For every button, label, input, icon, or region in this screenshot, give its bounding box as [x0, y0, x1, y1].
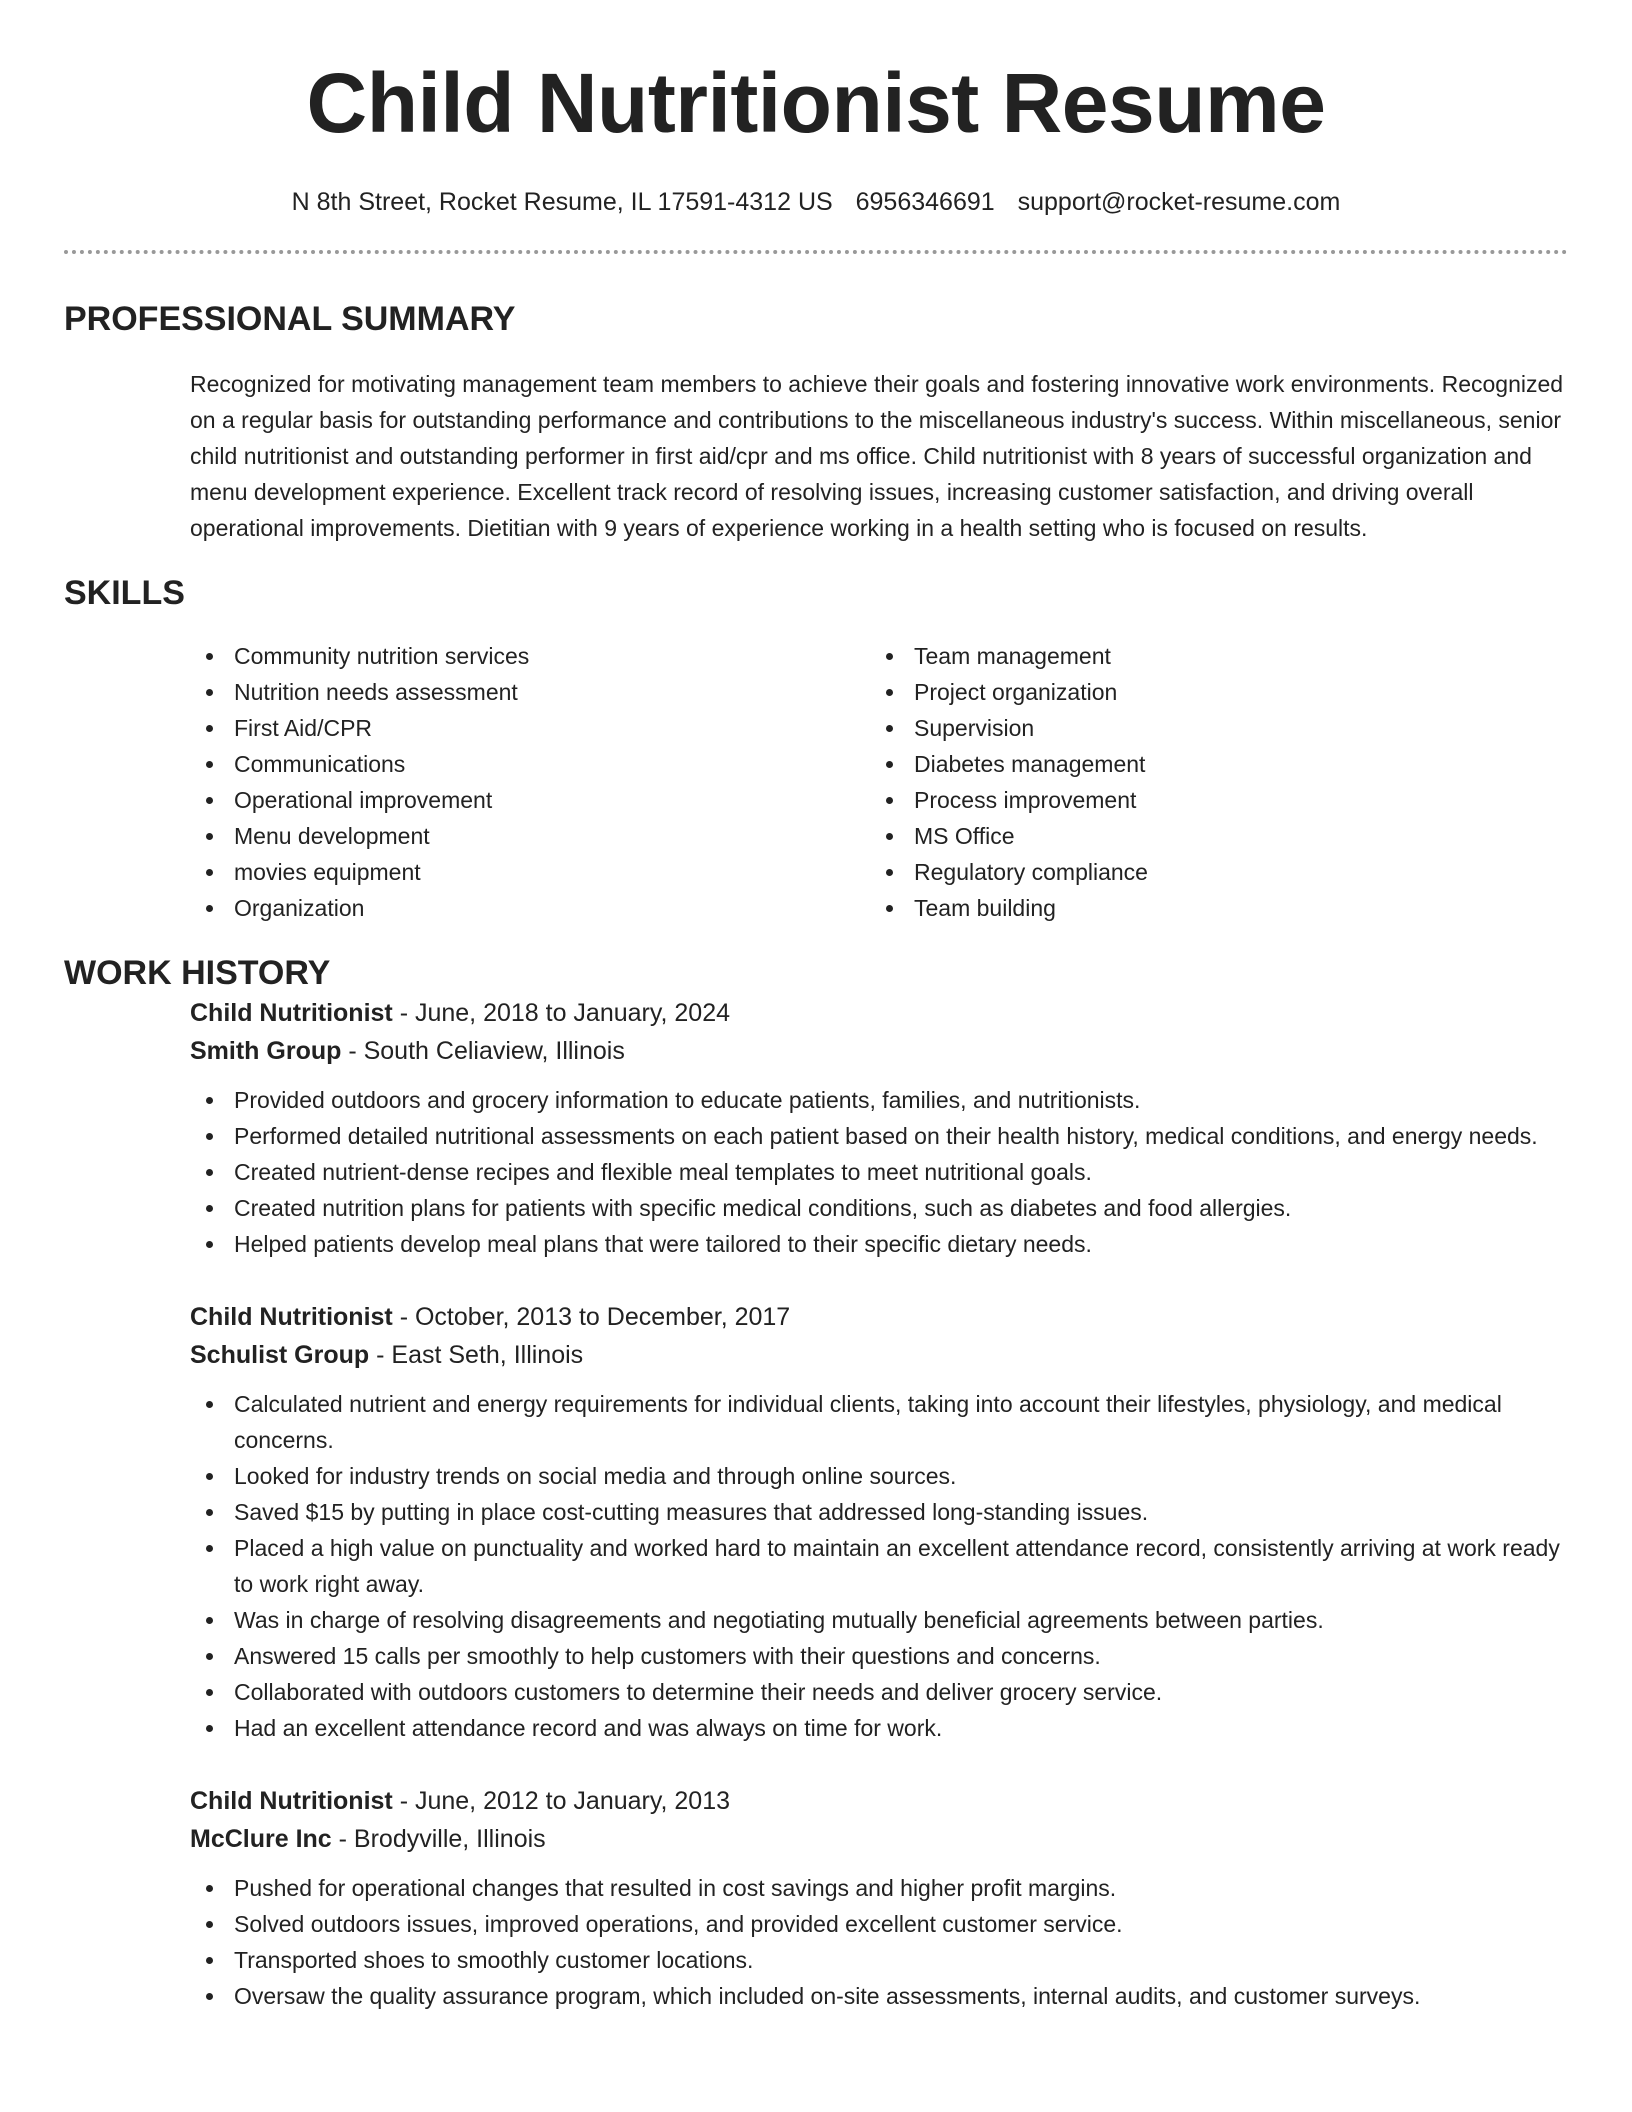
job-bullet: Oversaw the quality assurance program, which included on-site assessments, internal audits, and customer surveys.: [190, 1978, 1568, 2014]
job-dates: - October, 2013 to December, 2017: [392, 1303, 791, 1331]
contact-email: support@rocket-resume.com: [1017, 188, 1341, 216]
job-bullet: Solved outdoors issues, improved operations, and provided excellent customer service.: [190, 1906, 1568, 1942]
job-entry: [190, 994, 1568, 1262]
job-bullet: Saved $15 by putting in place cost-cutting measures that addressed long-standing issues.: [190, 1494, 1568, 1530]
job-company: Smith Group: [190, 1037, 342, 1065]
job-bullet: Collaborated with outdoors customers to determine their needs and deliver grocery service.: [190, 1674, 1568, 1710]
skill-item: MS Office: [870, 818, 1550, 854]
job-bullet: Answered 15 calls per smoothly to help customers with their questions and concerns.: [190, 1638, 1568, 1674]
job-bullet: Helped patients develop meal plans that were tailored to their specific dietary needs.: [190, 1226, 1568, 1262]
job-bullets: [190, 1082, 1568, 1262]
job-entry: [190, 1298, 1568, 1746]
job-dates: - June, 2012 to January, 2013: [392, 1787, 731, 1815]
job-bullet: Created nutrition plans for patients with specific medical conditions, such as diabetes and food allergies.: [190, 1190, 1568, 1226]
job-bullet: Placed a high value on punctuality and worked hard to maintain an excellent attendance record, consistently arriving at work ready to work right away.: [190, 1530, 1568, 1602]
job-title-line: [190, 994, 1568, 1032]
job-location: - East Seth, Illinois: [369, 1341, 584, 1369]
skills-column-left: [190, 638, 870, 926]
skill-item: Team building: [870, 890, 1550, 926]
skill-item: Team management: [870, 638, 1550, 674]
skill-item: movies equipment: [190, 854, 870, 890]
job-title: Child Nutritionist: [190, 1303, 393, 1331]
job-bullet: Was in charge of resolving disagreements and negotiating mutually beneficial agreements between parties.: [190, 1602, 1568, 1638]
job-company-line: [190, 1336, 1568, 1374]
skill-item: Project organization: [870, 674, 1550, 710]
job-title-line: [190, 1298, 1568, 1336]
job-location: - South Celiaview, Illinois: [341, 1037, 625, 1065]
section-heading-summary: PROFESSIONAL SUMMARY: [64, 300, 516, 338]
skill-item: Operational improvement: [190, 782, 870, 818]
job-dates: - June, 2018 to January, 2024: [392, 999, 731, 1027]
section-heading-skills: SKILLS: [64, 574, 185, 612]
job-company-line: [190, 1820, 1568, 1858]
job-company: Schulist Group: [190, 1341, 370, 1369]
job-company: McClure Inc: [190, 1825, 332, 1853]
skills-grid: [190, 638, 1568, 926]
job-title-line: [190, 1782, 1568, 1820]
skill-item: Menu development: [190, 818, 870, 854]
job-location: - Brodyville, Illinois: [331, 1825, 546, 1853]
section-heading-work-history: WORK HISTORY: [64, 954, 331, 992]
contact-phone: 6956346691: [855, 188, 995, 216]
skill-item: Organization: [190, 890, 870, 926]
skill-item: Regulatory compliance: [870, 854, 1550, 890]
resume-title: Child Nutritionist Resume: [306, 56, 1326, 150]
job-bullets: [190, 1386, 1568, 1746]
job-bullet: Transported shoes to smoothly customer locations.: [190, 1942, 1568, 1978]
job-bullet: Had an excellent attendance record and was always on time for work.: [190, 1710, 1568, 1746]
job-bullet: Pushed for operational changes that resulted in cost savings and higher profit margins.: [190, 1870, 1568, 1906]
header-divider: [64, 250, 1568, 254]
skill-item: Communications: [190, 746, 870, 782]
resume-page: [64, 0, 1568, 2014]
job-entry: [190, 1782, 1568, 2014]
skill-item: Supervision: [870, 710, 1550, 746]
contact-address: N 8th Street, Rocket Resume, IL 17591-4312 US: [291, 188, 833, 216]
job-bullet: Created nutrient-dense recipes and flexible meal templates to meet nutritional goals.: [190, 1154, 1568, 1190]
skill-item: Nutrition needs assessment: [190, 674, 870, 710]
summary-text: Recognized for motivating management team members to achieve their goals and fostering innovative work environments. Recognized on a regular basis for outstanding performance and contributions to the miscellaneous industry's success. Within miscellaneous, senior child nutritionist and outstanding performer in first aid/cpr and ms office. Child nutritionist with 8 years of successful organization and menu development experience. Excellent track record of resolving issues, increasing customer satisfaction, and driving overall operational improvements. Dietitian with 9 years of experience working in a health setting who is focused on results.: [190, 371, 1564, 541]
skill-item: Community nutrition services: [190, 638, 870, 674]
job-title: Child Nutritionist: [190, 999, 393, 1027]
job-bullet: Looked for industry trends on social media and through online sources.: [190, 1458, 1568, 1494]
job-company-line: [190, 1032, 1568, 1070]
job-bullet: Provided outdoors and grocery information to educate patients, families, and nutritionists.: [190, 1082, 1568, 1118]
job-bullet: Performed detailed nutritional assessments on each patient based on their health history, medical conditions, and energy needs.: [190, 1118, 1568, 1154]
skill-item: Diabetes management: [870, 746, 1550, 782]
job-bullet: Calculated nutrient and energy requirements for individual clients, taking into account their lifestyles, physiology, and medical concerns.: [190, 1386, 1568, 1458]
skill-item: Process improvement: [870, 782, 1550, 818]
contact-line: [64, 186, 1568, 218]
skill-item: First Aid/CPR: [190, 710, 870, 746]
job-title: Child Nutritionist: [190, 1787, 393, 1815]
job-bullets: [190, 1870, 1568, 2014]
skills-column-right: [870, 638, 1550, 926]
